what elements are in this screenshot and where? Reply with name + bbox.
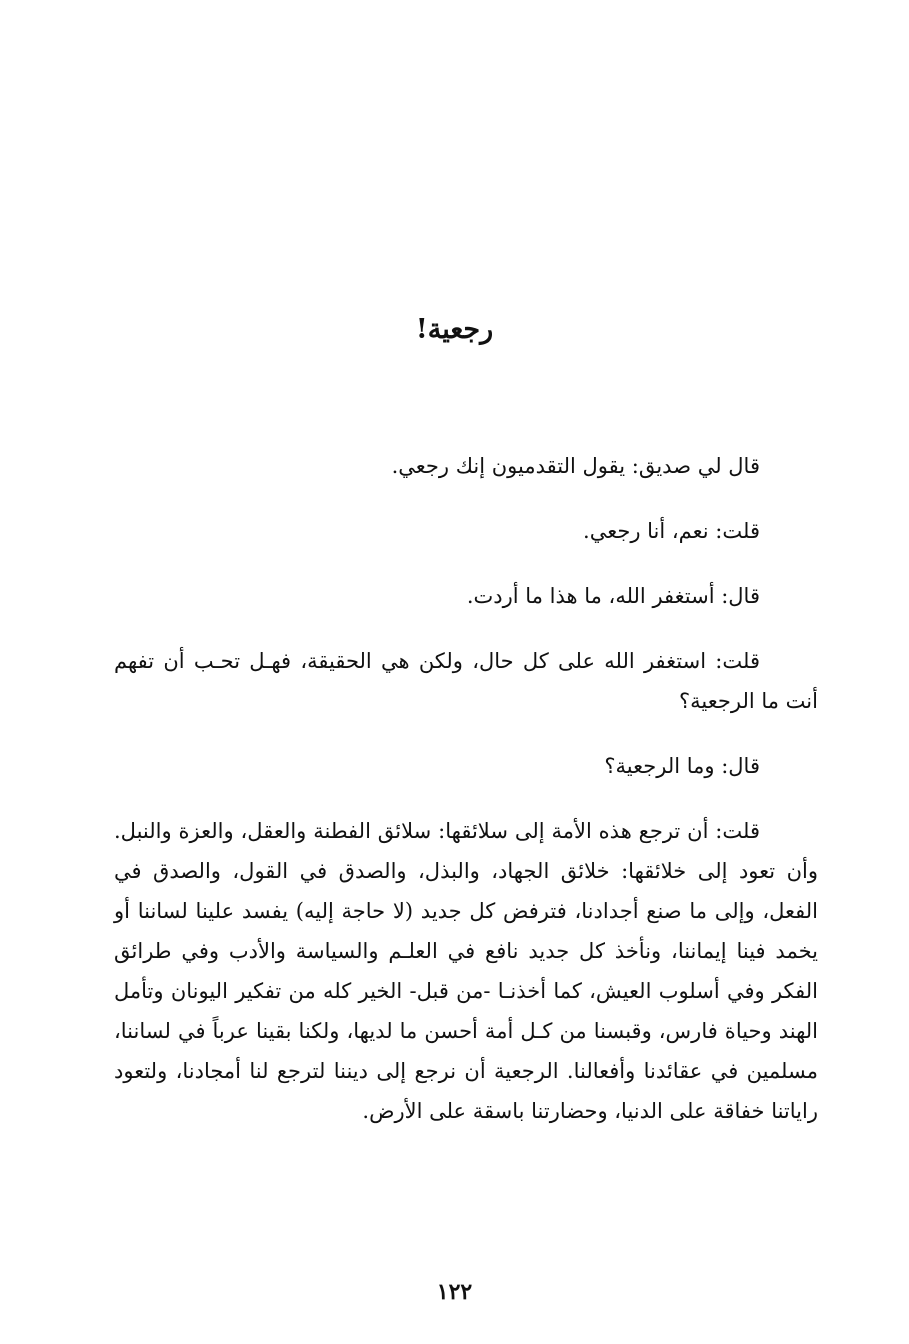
paragraph: قلت: استغفر الله على كل حال، ولكن هي الحقيقة، فهـل تحـب أن تفهم أنت ما الرجعية؟ <box>114 649 818 713</box>
page-number: ١٢٢ <box>436 1279 473 1305</box>
body-text <box>114 446 818 1131</box>
paragraph: قال لي صديق: يقول التقدميون إنك رجعي. <box>391 454 760 478</box>
chapter-title: رجعية! <box>415 314 494 345</box>
paragraph: قلت: أن ترجع هذه الأمة إلى سلائقها: سلائق الفطنة والعقل، والعزة والنبل. وأن تعود إلى خلائقها: خلائق الجهاد، والبذل، والصدق في القول، والصدق في الفعل، وإلى ما صنع أجدادنا، فترفض كل جديد (لا حاجة إليه) يفسد علينا لساننا أو يخمد فينا إيماننا، ونأخذ كل جديد نافع في العلـم والسياسة والأدب وفي طرائق الفكر وفي أسلوب العيش، كما أخذنـا -من قبل- الخير كله من تفكير اليونان وتأمل الهند وحياة فارس، وقبسنا من كـل أمة أحسن ما لديها، ولكنا بقينا عرباً في لساننا، مسلمين في عقائدنا وأفعالنا. الرجعية أن نرجع إلى ديننا لترجع لنا أمجادنا، ولتعود راياتنا خفاقة على الدنيا، وحضارتنا باسقة على الأرض. <box>114 819 818 1123</box>
paragraph: قال: وما الرجعية؟ <box>604 754 760 778</box>
paragraph: قلت: نعم، أنا رجعي. <box>583 519 760 543</box>
paragraph: قال: أستغفر الله، ما هذا ما أردت. <box>466 584 760 608</box>
